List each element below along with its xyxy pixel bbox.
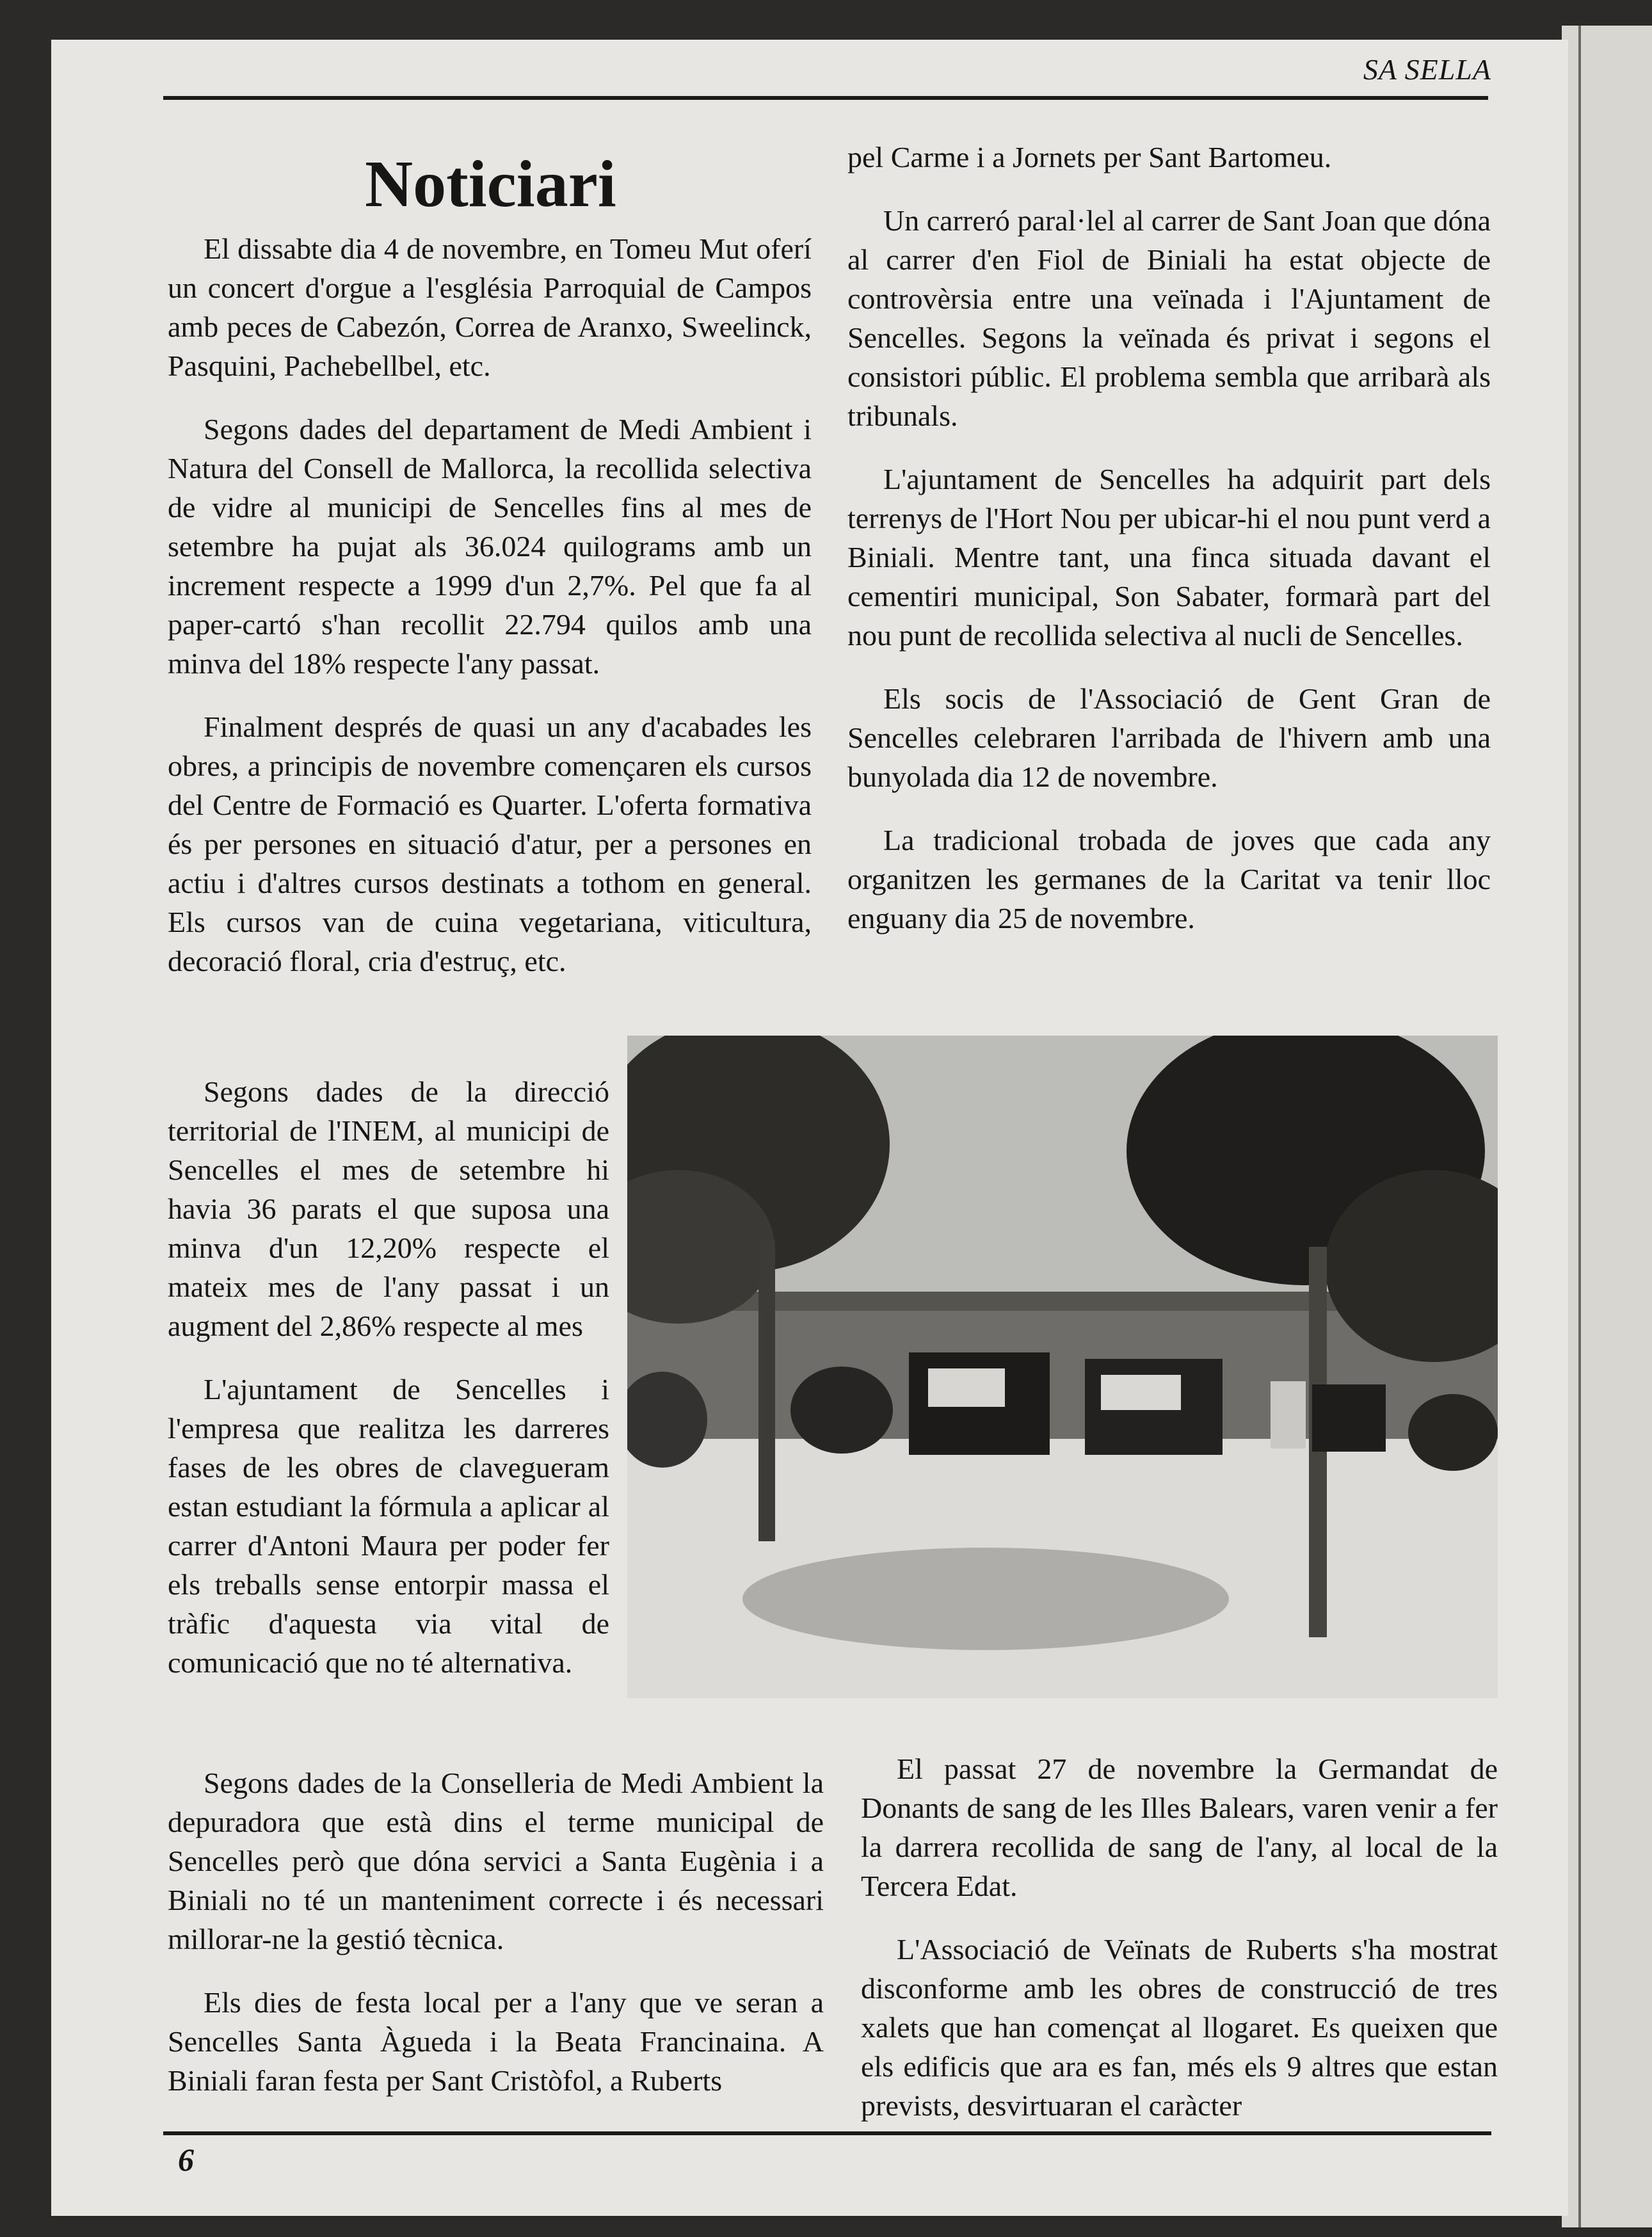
paragraph: Segons dades del departament de Medi Ambient i Natura del Consell de Mallorca, la recollida selectiva de vidre al municipi de Sencelles fins al mes de setembre ha pujat als 36.024 quilograms amb un increment respecte a 1999 d'un 2,7%. Pel que fa al paper-cartó s'han recollit 22.794 quilos amb una minva del 18% respecte l'any passat. — [168, 413, 812, 680]
photo-illustration — [627, 1036, 1498, 1698]
publication-header: SA SELLA — [1363, 53, 1491, 86]
paragraph: pel Carme i a Jornets per Sant Bartomeu. — [847, 141, 1332, 173]
column-right-bottom — [861, 1749, 1498, 2149]
scan-page-gutter — [1578, 26, 1581, 2227]
column-left-top — [168, 229, 812, 1005]
paragraph: Un carreró paral·lel al carrer de Sant Joan que dóna al carrer d'en Fiol de Biniali ha estat objecte de controvèrsia entre una veïnada i l'Ajuntament de Sencelles. Segons la veïnada és privat i segons el consistori públic. El problema sembla que arribarà als tribunals. — [847, 204, 1491, 432]
paragraph: Segons dades de la direcció territorial de l'INEM, al municipi de Sencelles el mes de setembre hi havia 36 parats el que suposa una minva d'un 12,20% respecte el mateix mes de l'any passat i un augment del 2,86% respecte al mes — [168, 1075, 609, 1342]
paragraph: Els dies de festa local per a l'any que ve seran a Sencelles Santa Àgueda i la Beata Francinaina. A Biniali faran festa per Sant Cristòfol, a Ruberts — [168, 1986, 824, 2097]
page-number: 6 — [178, 2142, 194, 2177]
paragraph: Els socis de l'Associació de Gent Gran de Sencelles celebraren l'arribada de l'hivern amb una bunyolada dia 12 de novembre. — [847, 682, 1491, 793]
paragraph: La tradicional trobada de joves que cada any organitzen les germanes de la Caritat va tenir lloc enguany dia 25 de novembre. — [847, 824, 1491, 934]
column-left-bottom — [168, 1763, 824, 2124]
scan-background-edge — [1562, 26, 1652, 2227]
paragraph: El dissabte dia 4 de novembre, en Tomeu Mut oferí un concert d'orgue a l'església Parroquial de Campos amb peces de Cabezón, Correa de Aranxo, Sweelinck, Pasquini, Pachebellbel, etc. — [168, 232, 812, 382]
paragraph: L'ajuntament de Sencelles i l'empresa que realitza les darreres fases de les obres de clavegueram estan estudiant la fórmula a aplicar al carrer d'Antoni Maura per poder fer els treballs sense entorpir massa el tràfic d'aquesta via vital de comunicació que no té alternativa. — [168, 1373, 609, 1679]
paragraph: L'ajuntament de Sencelles ha adquirit part dels terrenys de l'Hort Nou per ubicar-hi el nou punt verd a Biniali. Mentre tant, una finca situada davant el cementiri municipal, Son Sabater, formarà part del nou punt de recollida selectiva al nucli de Sencelles. — [847, 463, 1491, 652]
paragraph: L'Associació de Veïnats de Ruberts s'ha mostrat disconforme amb les obres de construcció de tres xalets que han començat al llogaret. Es queixen que els edificis que ara es fan, més els 9 altres que estan prevists, desvirtuaran el caràcter — [861, 1933, 1498, 2122]
column-left-middle — [168, 1072, 609, 1706]
paragraph: Finalment després de quasi un any d'acabades les obres, a principis de novembre començaren els cursos del Centre de Formació es Quarter. L'oferta formativa és per persones en situació d'atur, per a persones en actiu i d'altres cursos destinats a tothom en general. Els cursos van de cuina vegetariana, viticultura, decoració floral, cria d'estruç, etc. — [168, 710, 812, 977]
paragraph: El passat 27 de novembre la Germandat de Donants de sang de les Illes Balears, varen venir a fer la darrera recollida de sang de l'any, al local de la Tercera Edat. — [861, 1752, 1498, 1902]
column-right-top — [847, 138, 1491, 962]
recycling-containers-photo — [627, 1036, 1498, 1698]
paragraph: Segons dades de la Conselleria de Medi Ambient la depuradora que està dins el terme municipal de Sencelles però que dóna servici a Santa Eugènia i a Biniali no té un manteniment correcte i és necessari millorar-ne la gestió tècnica. — [168, 1767, 824, 1955]
article-title: Noticiari — [365, 147, 616, 221]
bottom-rule — [163, 2131, 1491, 2135]
top-rule — [163, 96, 1488, 100]
